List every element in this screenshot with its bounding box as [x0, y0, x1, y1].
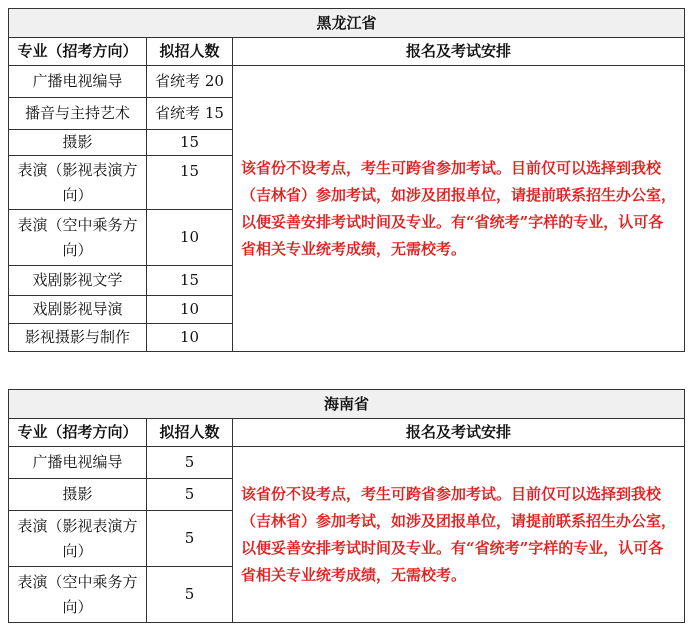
arrangement-note: 该省份不设考点，考生可跨省参加考试。目前仅可以选择到我校（吉林省）参加考试，如涉及团报单位，请提前联系招生办公室，以便妥善安排考试时间及专业。有“省统考”字样的专业，认可各省相关专业统考成绩，无需校考。 — [233, 447, 685, 623]
count-cell: 10 — [147, 324, 233, 352]
section-hainan — [8, 389, 685, 623]
header-count: 拟招人数 — [147, 38, 233, 66]
major-cell: 表演（空中乘务方向） — [9, 567, 147, 623]
major-cell: 表演（空中乘务方向） — [9, 210, 147, 266]
admission-table — [8, 389, 685, 623]
header-major: 专业（招考方向） — [9, 419, 147, 447]
table-row — [9, 66, 685, 98]
major-cell: 影视摄影与制作 — [9, 324, 147, 352]
major-cell: 戏剧影视文学 — [9, 266, 147, 296]
header-major: 专业（招考方向） — [9, 38, 147, 66]
count-cell: 5 — [147, 511, 233, 567]
count-cell: 5 — [147, 479, 233, 511]
header-arrangement: 报名及考试安排 — [233, 38, 685, 66]
header-arrangement: 报名及考试安排 — [233, 419, 685, 447]
major-cell: 戏剧影视导演 — [9, 296, 147, 324]
count-cell: 10 — [147, 210, 233, 266]
count-cell: 15 — [147, 156, 233, 210]
major-cell: 摄影 — [9, 130, 147, 156]
major-cell: 广播电视编导 — [9, 66, 147, 98]
major-cell: 表演（影视表演方向） — [9, 156, 147, 210]
section-heilongjiang — [8, 8, 685, 352]
count-cell: 5 — [147, 447, 233, 479]
count-cell: 省统考 15 — [147, 98, 233, 130]
province-title: 海南省 — [9, 390, 685, 419]
province-title: 黑龙江省 — [9, 9, 685, 38]
admission-table — [8, 8, 685, 352]
count-cell: 15 — [147, 266, 233, 296]
count-cell: 5 — [147, 567, 233, 623]
count-cell: 10 — [147, 296, 233, 324]
header-count: 拟招人数 — [147, 419, 233, 447]
major-cell: 摄影 — [9, 479, 147, 511]
table-row — [9, 447, 685, 479]
count-cell: 15 — [147, 130, 233, 156]
count-cell: 省统考 20 — [147, 66, 233, 98]
arrangement-note: 该省份不设考点，考生可跨省参加考试。目前仅可以选择到我校（吉林省）参加考试，如涉及团报单位，请提前联系招生办公室，以便妥善安排考试时间及专业。有“省统考”字样的专业，认可各省相关专业统考成绩，无需校考。 — [233, 66, 685, 352]
major-cell: 广播电视编导 — [9, 447, 147, 479]
major-cell: 表演（影视表演方向） — [9, 511, 147, 567]
major-cell: 播音与主持艺术 — [9, 98, 147, 130]
